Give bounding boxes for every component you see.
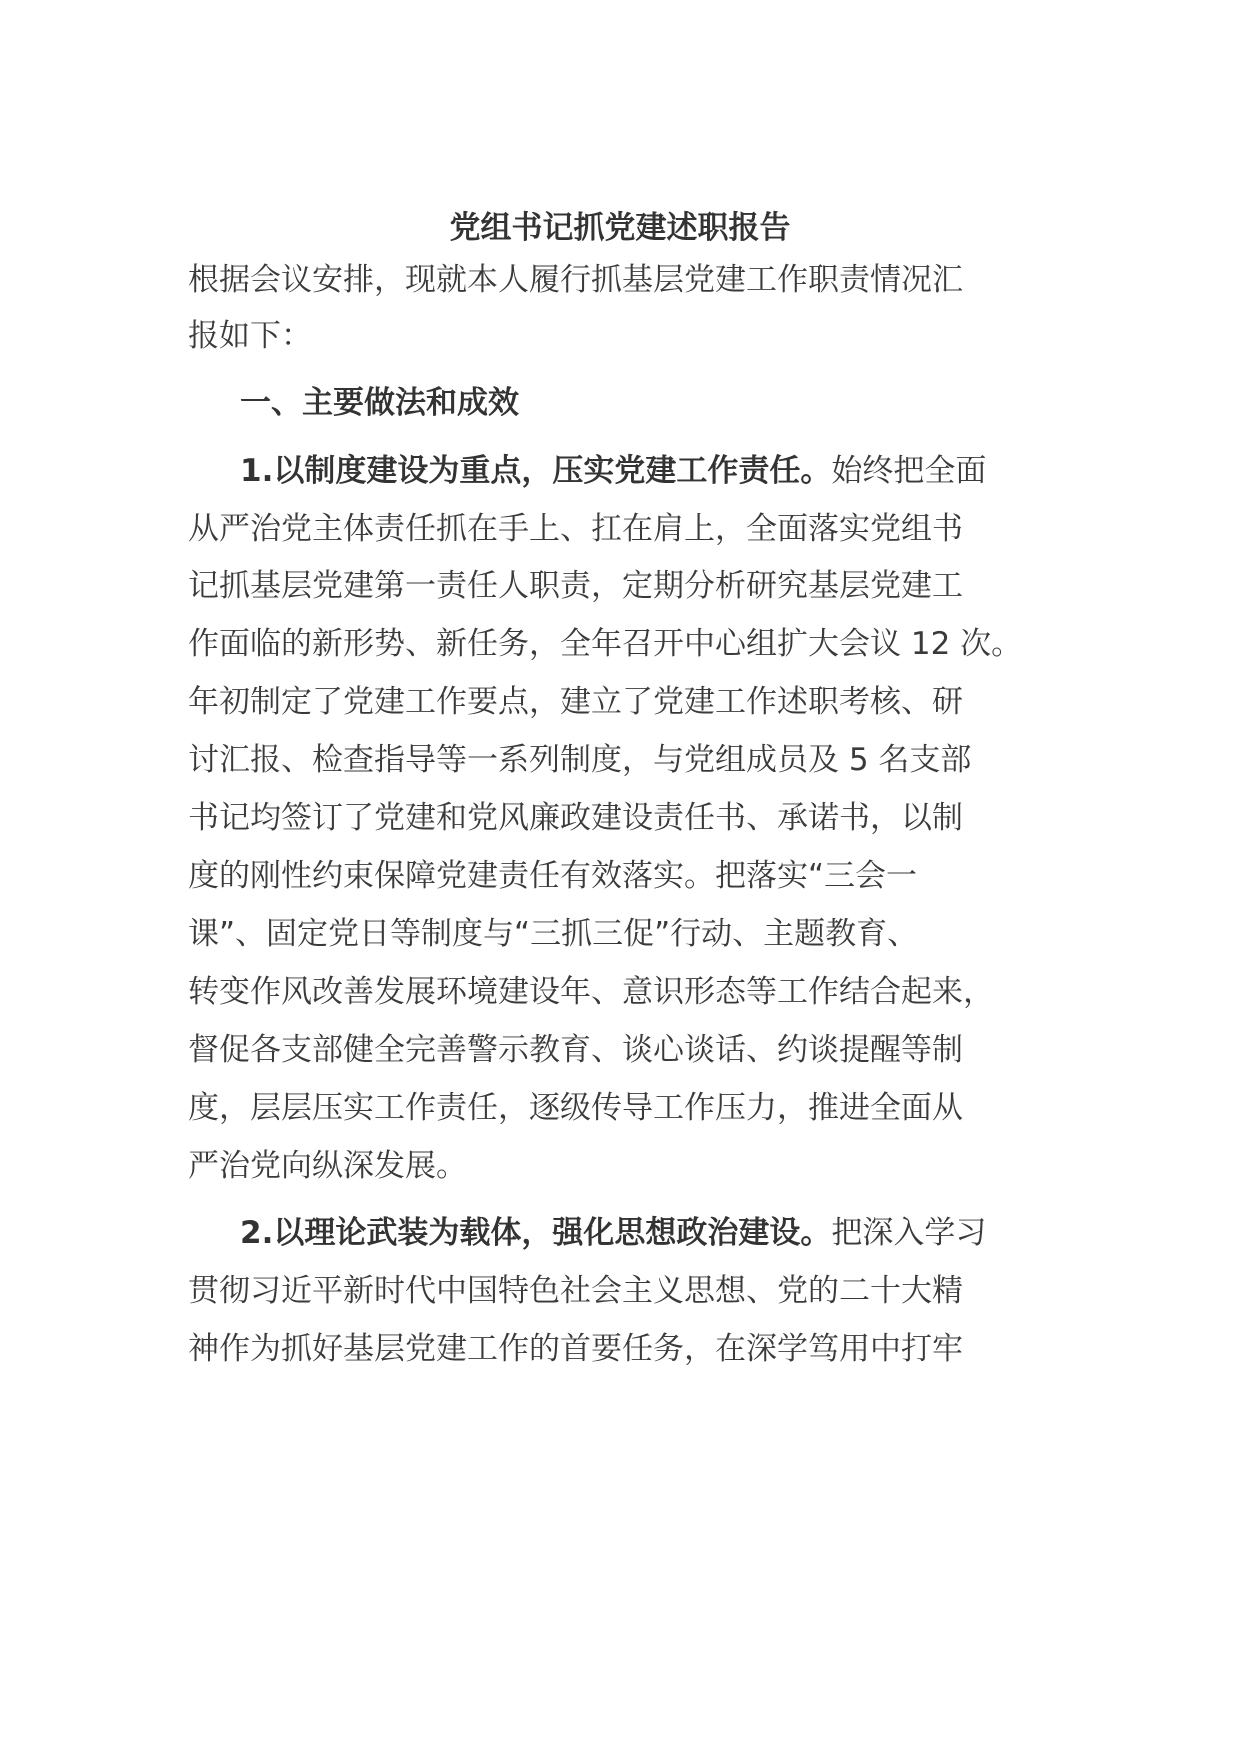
- para1-lead-rest: 始终把全面: [831, 453, 987, 489]
- para2-line: 贯彻习近平新时代中国特色社会主义思想、党的二十大精: [188, 1273, 963, 1309]
- para2-lead-rest: 把深入学习: [831, 1215, 987, 1251]
- para1-line: 严治党向纵深发展。: [188, 1148, 467, 1184]
- para1-line: 度，层层压实工作责任，逐级传导工作压力，推进全面从: [188, 1090, 963, 1126]
- para1-lead-line: [240, 449, 986, 493]
- para1-lead-bold: 1.以制度建设为重点，压实党建工作责任。: [240, 453, 832, 489]
- para2-lead-bold: 2.以理论武装为载体，强化思想政治建设。: [240, 1215, 832, 1251]
- para1-line: 度的刚性约束保障党建责任有效落实。把落实“三会一: [188, 858, 918, 894]
- intro-line-1: 根据会议安排，现就本人履行抓基层党建工作职责情况汇: [188, 262, 963, 298]
- para1-line: 督促各支部健全完善警示教育、谈心谈话、约谈提醒等制: [188, 1032, 963, 1068]
- para1-line: 书记均签订了党建和党风廉政建设责任书、承诺书，以制: [188, 800, 963, 836]
- section-heading: 一、主要做法和成效: [240, 385, 519, 421]
- para1-line: 转变作风改善发展环境建设年、意识形态等工作结合起来，: [188, 974, 994, 1010]
- para1-line: 作面临的新形势、新任务，全年召开中心组扩大会议 12 次。: [188, 626, 1023, 662]
- para2-lead-line: [240, 1211, 986, 1255]
- para1-line: 从严治党主体责任抓在手上、扛在肩上，全面落实党组书: [188, 511, 963, 547]
- para1-line: 年初制定了党建工作要点，建立了党建工作述职考核、研: [188, 684, 963, 720]
- intro-line-2: 报如下：: [188, 318, 312, 354]
- document-title: 党组书记抓党建述职报告: [449, 210, 791, 246]
- para1-line: 记抓基层党建第一责任人职责，定期分析研究基层党建工: [188, 568, 963, 604]
- para2-line: 神作为抓好基层党建工作的首要任务，在深学笃用中打牢: [188, 1331, 963, 1367]
- para1-line: 课”、固定党日等制度与“三抓三促”行动、主题教育、: [188, 916, 919, 952]
- para1-line: 讨汇报、检查指导等一系列制度，与党组成员及 5 名支部: [188, 742, 972, 778]
